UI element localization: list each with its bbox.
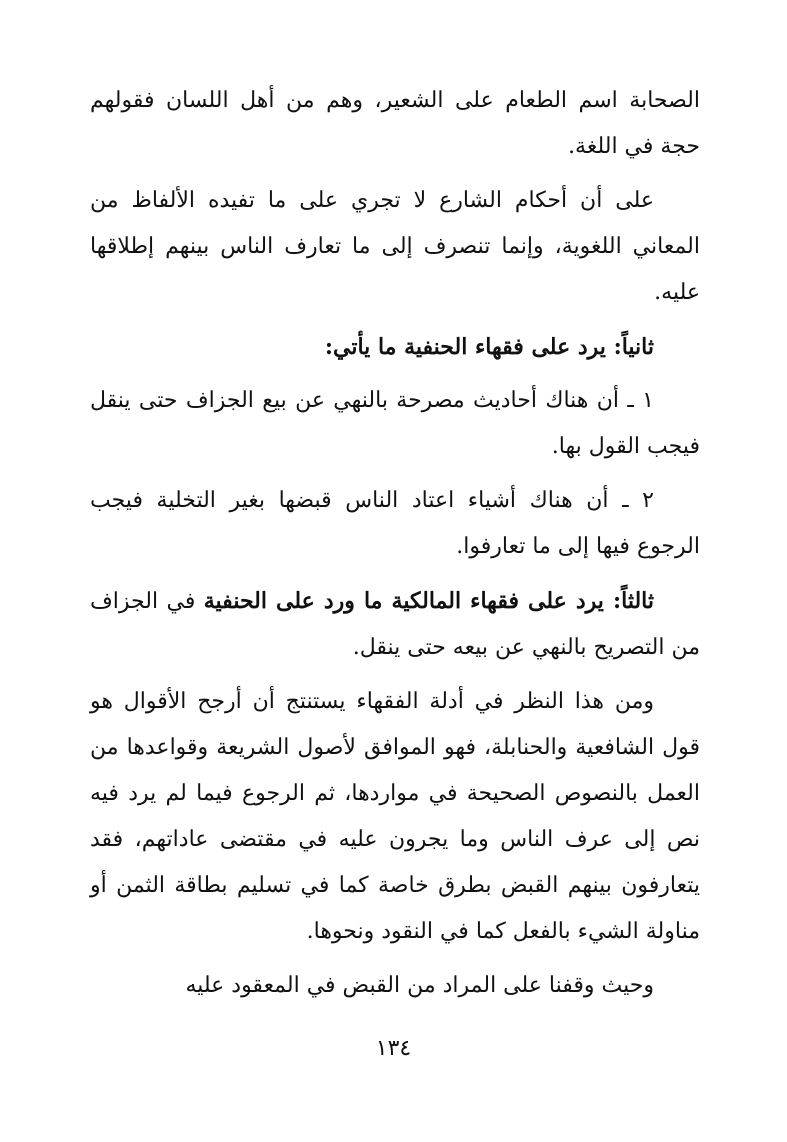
paragraph-final: وحيث وقفنا على المراد من القبض في المعقود عليه (185, 973, 654, 998)
paragraph-2: على أن أحكام الشارع لا تجري على ما تفيده الألفاظ من المعاني اللغوية، وإنما تنصرف إلى ما تعارف الناس بينهم إطلاقها عليه. (90, 188, 700, 305)
paragraph-conclusion: ومن هذا النظر في أدلة الفقهاء يستنتج أن أرجح الأقوال هو قول الشافعية والحنابلة، فهو الموافق لأصول الشريعة وقواعدها من العمل بالنصوص الصحيحة في مواردها، ثم الرجوع فيما لم يرد فيه نص إلى عرف الناس وما يجرون عليه في مقتضى عاداتهم، فقد يتعارفون بينهم القبض بطرق خاصة كما في تسليم بطاقة الثمن أو مناولة الشيء بالفعل كما في النقود ونحوها. (90, 689, 700, 944)
page-number: ١٣٤ (375, 1036, 412, 1061)
paragraph-1: الصحابة اسم الطعام على الشعير، وهم من أهل اللسان فقولهم حجة في اللغة. (90, 88, 700, 159)
heading-thirdly-bold: ثالثاً: يرد على فقهاء المالكية ما ورد على الحنفية (203, 588, 654, 614)
list-item-2: ٢ ـ أن هناك أشياء اعتاد الناس قبضها بغير التخلية فيجب الرجوع فيها إلى ما تعارفوا. (90, 488, 700, 559)
page-body (90, 78, 700, 1017)
heading-secondly: ثانياً: يرد على فقهاء الحنفية ما يأتي: (324, 334, 654, 360)
list-item-1: ١ ـ أن هناك أحاديث مصرحة بالنهي عن بيع الجزاف حتى ينقل فيجب القول بها. (90, 388, 700, 459)
heading-thirdly-rest: في الجزاف من التصريح بالنهي عن بيعه حتى ينقل. (90, 589, 700, 660)
heading-thirdly (90, 578, 700, 671)
